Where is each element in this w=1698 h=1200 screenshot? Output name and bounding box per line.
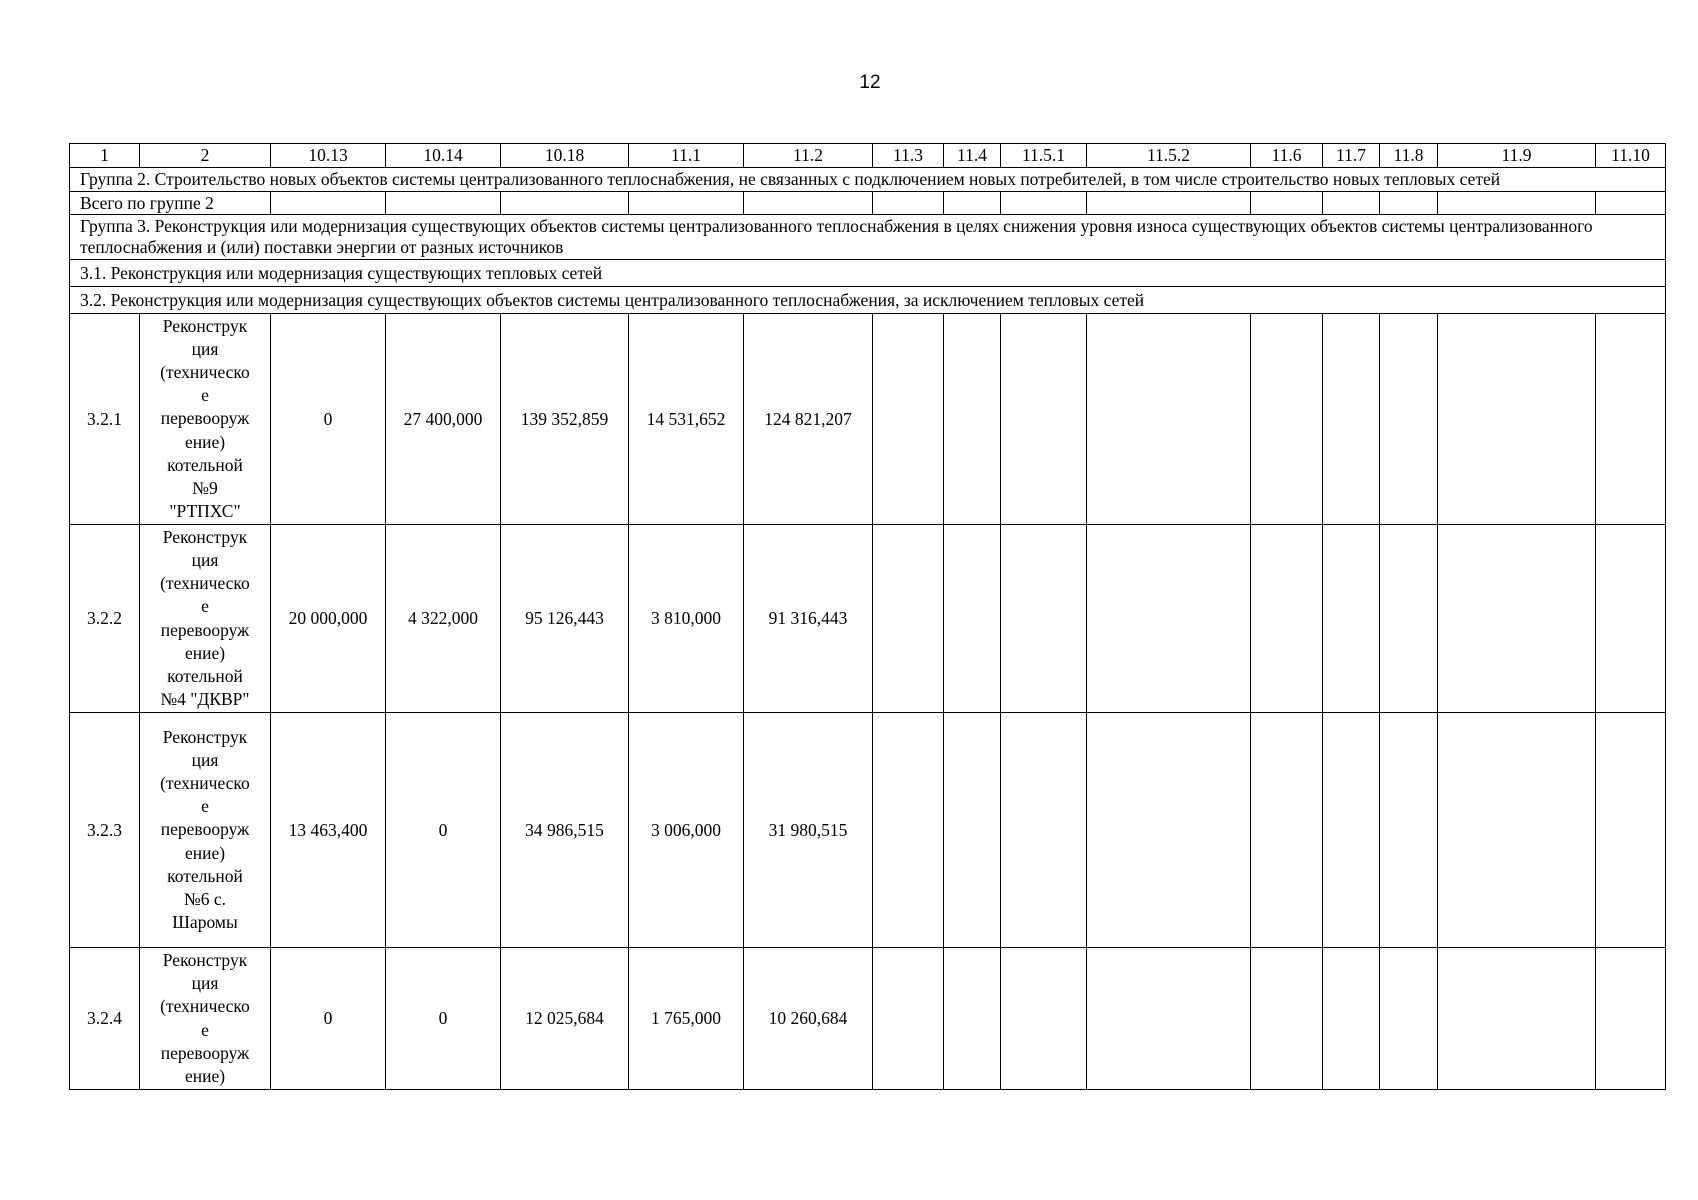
row-name (140, 948, 271, 1090)
row-number: 3.2.4 (70, 948, 140, 1090)
subgroup-3-1-title: 3.1. Реконструкция или модернизация существующих тепловых сетей (70, 260, 1666, 287)
row-name-line: Реконструк (162, 315, 248, 336)
table-cell (1323, 192, 1380, 215)
table-cell (873, 314, 944, 525)
value-cell: 0 (271, 314, 386, 525)
row-name-line: перевооруж (160, 819, 250, 840)
value-cell: 95 126,443 (501, 525, 629, 713)
table-cell (501, 192, 629, 215)
row-name-line: ция (191, 973, 219, 994)
value-cell: 91 316,443 (744, 525, 873, 713)
table-cell (1438, 525, 1596, 713)
column-header: 10.13 (271, 144, 386, 168)
column-header: 11.9 (1438, 144, 1596, 168)
table-cell (1596, 192, 1666, 215)
column-header: 11.10 (1596, 144, 1666, 168)
table-cell (1438, 314, 1596, 525)
row-name-line: ение) (184, 642, 226, 663)
column-header: 11.6 (1251, 144, 1323, 168)
table-cell (1087, 192, 1251, 215)
row-name-line: перевооруж (160, 1042, 250, 1063)
header-row (70, 144, 1666, 168)
row-name-line: ение) (184, 431, 226, 452)
row-name-line: (техническо (160, 772, 250, 793)
table-cell (873, 192, 944, 215)
row-name-line: ция (191, 749, 219, 770)
table-cell (873, 948, 944, 1090)
column-header: 11.5.2 (1087, 144, 1251, 168)
table-cell (1001, 192, 1087, 215)
row-number: 3.2.3 (70, 713, 140, 948)
row-name-line: №9 (192, 478, 218, 498)
row-name-line: е (201, 596, 209, 617)
row-name-line: перевооруж (160, 619, 250, 640)
row-name-line: котельной (167, 665, 243, 686)
row-name-line: (техническо (160, 573, 250, 594)
table-cell (1251, 192, 1323, 215)
group-2-row (70, 168, 1666, 192)
row-name (140, 525, 271, 713)
table-cell (873, 713, 944, 948)
value-cell: 27 400,000 (386, 314, 501, 525)
row-name-line: Реконструк (162, 726, 248, 747)
table-cell (1596, 314, 1666, 525)
table-cell (386, 192, 501, 215)
table-row (70, 314, 1666, 525)
group-2-total-label: Всего по группе 2 (70, 192, 271, 215)
row-name-line: №4 "ДКВР" (160, 689, 250, 710)
column-header: 11.1 (629, 144, 744, 168)
column-header: 10.14 (386, 144, 501, 168)
table-cell (1001, 525, 1087, 713)
row-name-line: котельной (167, 865, 243, 886)
row-name (140, 314, 271, 525)
group-2-total-row (70, 192, 1666, 215)
table-cell (1438, 948, 1596, 1090)
row-name-line: Шаромы (172, 912, 238, 933)
table-cell (1380, 525, 1438, 713)
value-cell: 13 463,400 (271, 713, 386, 948)
table-cell (1323, 314, 1380, 525)
row-name-line: перевооруж (160, 408, 250, 429)
value-cell: 20 000,000 (271, 525, 386, 713)
value-cell: 139 352,859 (501, 314, 629, 525)
table-row (70, 525, 1666, 713)
column-header: 11.8 (1380, 144, 1438, 168)
row-name-line: е (201, 796, 209, 817)
table-cell (1251, 713, 1323, 948)
table-cell (1001, 713, 1087, 948)
value-cell: 0 (386, 948, 501, 1090)
column-header: 2 (140, 144, 271, 168)
value-cell: 3 810,000 (629, 525, 744, 713)
subgroup-3-2-title: 3.2. Реконструкция или модернизация существующих объектов системы централизованного теплоснабжения, за исключением тепловых сетей (70, 287, 1666, 314)
value-cell: 31 980,515 (744, 713, 873, 948)
table-cell (944, 948, 1001, 1090)
table-cell (1596, 948, 1666, 1090)
table-cell (1380, 713, 1438, 948)
row-name-line: Реконструк (162, 949, 248, 970)
subgroup-3-2-row (70, 287, 1666, 314)
table-cell (1251, 948, 1323, 1090)
table-cell (944, 192, 1001, 215)
table-cell (1087, 948, 1251, 1090)
table-cell (629, 192, 744, 215)
row-number: 3.2.1 (70, 314, 140, 525)
row-name-line: ение) (184, 1065, 226, 1086)
group-3-row (70, 215, 1666, 260)
row-name-line: е (201, 385, 209, 406)
table-cell (1438, 713, 1596, 948)
value-cell: 3 006,000 (629, 713, 744, 948)
table-cell (1251, 525, 1323, 713)
row-name-line: (техническо (160, 996, 250, 1017)
table-cell (744, 192, 873, 215)
row-name-line: №6 с. (184, 889, 226, 909)
table-row (70, 713, 1666, 948)
row-name-line: (техническо (160, 361, 250, 382)
table-cell (1380, 192, 1438, 215)
row-name-line: Реконструк (162, 526, 248, 547)
table-cell (1596, 525, 1666, 713)
value-cell: 4 322,000 (386, 525, 501, 713)
row-name (140, 713, 271, 948)
table-cell (1380, 948, 1438, 1090)
table-cell (1087, 713, 1251, 948)
value-cell: 14 531,652 (629, 314, 744, 525)
row-name-line: е (201, 1019, 209, 1040)
column-header: 11.3 (873, 144, 944, 168)
table-cell (1438, 192, 1596, 215)
table-cell (1001, 314, 1087, 525)
table-cell (1087, 525, 1251, 713)
table-cell (1323, 713, 1380, 948)
investment-table (69, 143, 1666, 1090)
value-cell: 34 986,515 (501, 713, 629, 948)
value-cell: 1 765,000 (629, 948, 744, 1090)
row-name-line: ение) (184, 842, 226, 863)
page-number: 12 (859, 72, 881, 93)
group-2-title: Группа 2. Строительство новых объектов системы централизованного теплоснабжения, не связанных с подключением новых потребителей, в том числе строительство новых тепловых сетей (70, 168, 1666, 192)
table-cell (1323, 525, 1380, 713)
subgroup-3-1-row (70, 260, 1666, 287)
value-cell: 0 (271, 948, 386, 1090)
table-cell (1323, 948, 1380, 1090)
column-header: 10.18 (501, 144, 629, 168)
row-name-line: ция (191, 338, 219, 359)
table-cell (271, 192, 386, 215)
row-name-line: "РТПХС" (169, 501, 241, 522)
table-cell (1251, 314, 1323, 525)
row-name-line: ция (191, 549, 219, 570)
row-name-line: котельной (167, 454, 243, 475)
table-cell (1380, 314, 1438, 525)
column-header: 1 (70, 144, 140, 168)
table-cell (944, 314, 1001, 525)
table-row (70, 948, 1666, 1090)
value-cell: 10 260,684 (744, 948, 873, 1090)
column-header: 11.2 (744, 144, 873, 168)
group-3-title: Группа 3. Реконструкция или модернизация существующих объектов системы централизованного теплоснабжения в целях снижения уровня износа существующих объектов системы централизованного теплоснабжения и (или) поставки энергии от разных источников (70, 215, 1666, 260)
column-header: 11.7 (1323, 144, 1380, 168)
table-cell (873, 525, 944, 713)
value-cell: 12 025,684 (501, 948, 629, 1090)
table-cell (1001, 948, 1087, 1090)
column-header: 11.4 (944, 144, 1001, 168)
value-cell: 124 821,207 (744, 314, 873, 525)
table-cell (1087, 314, 1251, 525)
table-cell (1596, 713, 1666, 948)
value-cell: 0 (386, 713, 501, 948)
column-header: 11.5.1 (1001, 144, 1087, 168)
table-cell (944, 525, 1001, 713)
table-cell (944, 713, 1001, 948)
row-number: 3.2.2 (70, 525, 140, 713)
